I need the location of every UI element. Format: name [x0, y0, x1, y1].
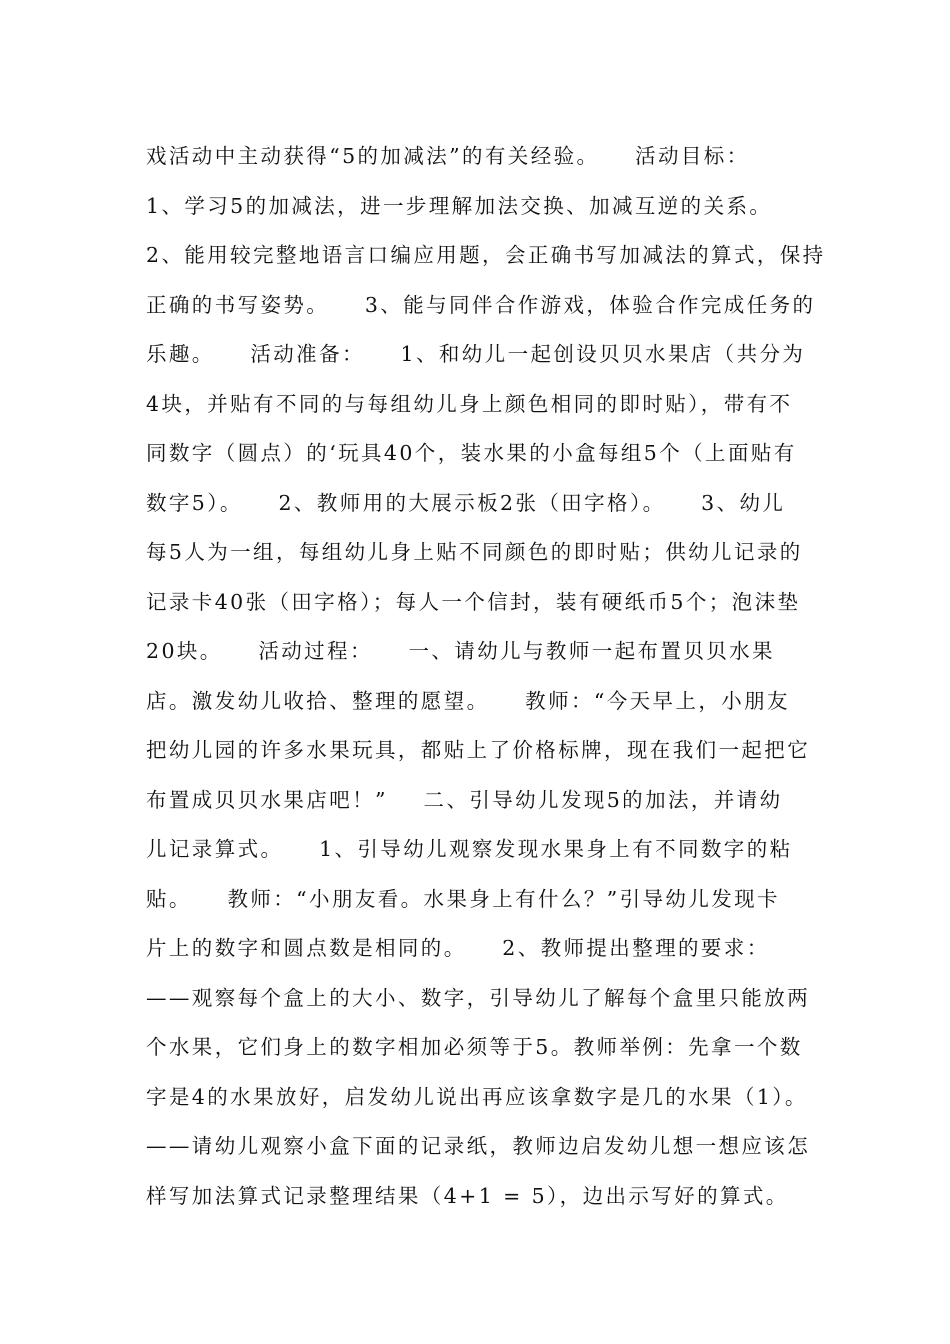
text-line: 每5人为一组，每组幼儿身上贴不同颜色的即时贴；供幼儿记录的 — [146, 540, 803, 564]
text-line: ——观察每个盒上的大小、数字，引导幼儿了解每个盒里只能放两 — [146, 985, 811, 1010]
text-line: 把幼儿园的许多水果玩具，都贴上了价格标牌，现在我们一起把它 — [146, 738, 811, 762]
text-line: 数字5）。 2、教师用的大展示板2张（田字格）。 3、幼儿 — [146, 490, 786, 515]
text-line: 同数字（圆点）的‘玩具40个，装水果的小盒每组5个（上面贴有 — [146, 441, 797, 465]
text-line: 布置成贝贝水果店吧！” 二、引导幼儿发现5的加法，并请幼 — [146, 787, 783, 812]
text-line: 戏活动中主动获得“5的加减法”的有关经验。 活动目标： — [146, 144, 750, 168]
text-line: 记录卡40张（田字格）；每人一个信封，装有硬纸币5个；泡沫垫 — [146, 589, 801, 614]
body-text — [146, 132, 826, 1221]
text-line: 片上的数字和圆点数是相同的。 2、教师提出整理的要求： — [146, 936, 770, 960]
text-line: 4块，并贴有不同的与每组幼儿身上颜色相同的即时贴），带有不 — [146, 391, 793, 416]
text-line: 儿记录算式。 1、引导幼儿观察发现水果身上有不同数字的粘 — [146, 837, 793, 861]
text-line: 20块。 活动过程： 一、请幼儿与教师一起布置贝贝水果 — [146, 639, 775, 663]
text-line: 店。激发幼儿收拾、整理的愿望。 教师：“今天早上，小朋友 — [146, 688, 790, 713]
text-line: 1、学习5的加减法，进一步理解加法交换、加减互逆的关系。 — [146, 193, 773, 218]
text-line: 2、能用较完整地语言口编应用题，会正确书写加减法的算式，保持 — [146, 243, 826, 267]
text-line: 乐趣。 活动准备： 1、和幼儿一起创设贝贝水果店（共分为 — [146, 342, 806, 366]
text-line: 正确的书写姿势。 3、能与同伴合作游戏，体验合作完成任务的 — [146, 292, 816, 317]
text-line: ——请幼儿观察小盒下面的记录纸，教师边启发幼儿想一想应该怎 — [146, 1134, 811, 1158]
text-line: 样写加法算式记录整理结果（4+1 = 5），边出示写好的算式。 — [146, 1183, 789, 1208]
text-line: 字是4的水果放好，启发幼儿说出再应该拿数字是几的水果（1）。 — [146, 1084, 808, 1109]
text-line: 个水果，它们身上的数字相加必须等于5。教师举例：先拿一个数 — [146, 1035, 803, 1059]
text-line: 贴。 教师：“小朋友看。水果身上有什么？”引导幼儿发现卡 — [146, 886, 780, 911]
